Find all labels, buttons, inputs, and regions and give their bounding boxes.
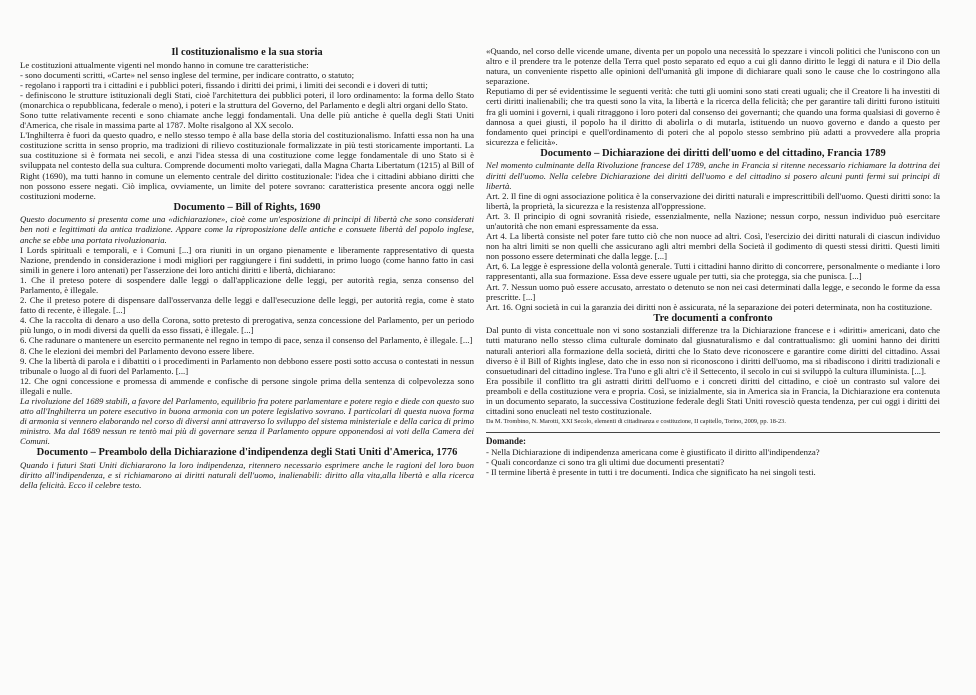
paragraph: - sono documenti scritti, «Carte» nel senso inglese del termine, per indicare contratto, o statuto;	[20, 69, 355, 80]
section-title-costituzionalismo: Il costituzionalismo e la sua storia	[171, 47, 323, 58]
list-item: 8. Che le elezioni dei membri del Parlamento devono essere libere.	[20, 345, 255, 356]
left-column	[20, 46, 474, 689]
intro-paragraph: Nel momento culminante della Rivoluzione francese del 1789, anche in Francia si ritenne necessario richiamare la dottrina dei diritti dell'uomo. Nella celebre Dichiarazione dei diritti dell'uomo e del cittadino si posero alcuni punti fermi sui principi di libertà.	[486, 160, 940, 191]
questions-title: Domande:	[486, 436, 526, 447]
article-item: Art, 6. La legge è espressione della volontà generale. Tutti i cittadini hanno diritto di concorrere, personalmente o mediante i loro rappresentanti, alla sua formazione. Essa deve essere uguale per tutti, sia che protegga, sia che punisca. [...]	[486, 261, 940, 282]
paragraph: I Lords spirituali e temporali, e i Comuni [...] ora riuniti in un organo pienamente e liberamente rappresentativo di questa Nazione, prendendo in considerazione i modi migliori per raggiungere i fini suddetti, in primo luogo (come hanno fatto in casi simili in genere i loro antenati) per l'asserzione dei loro antichi diritti e libertà, dichiarano:	[20, 244, 474, 275]
paragraph: Era possibile il conflitto tra gli astratti diritti dell'uomo e i concreti diritti del cittadino, e cioè un contrasto sul valore dei preamboli e della costituzione vera e propria. Così, se inizialmente, sia in America sia in Francia, la Dichiarazione era contenuta in un documento separato, la successiva Costituzione federale degli Stati Uniti rovesciò questa tendenza, per cui oggi i diritti dei cittadini sono enucleati nel testo costituzionale.	[486, 375, 940, 417]
list-item: 9. Che la libertà di parola e i dibattiti o i procedimenti in Parlamento non debbono essere posti sotto accusa o contestati in nessun tribunale o luogo al di fuori del Parlamento. [...]	[20, 355, 474, 376]
paragraph: Le costituzioni attualmente vigenti nel mondo hanno in comune tre caratteristiche:	[20, 59, 309, 70]
section-title-dichiarazione-indipendenza: Documento – Preambolo della Dichiarazione d'indipendenza degli Stati Uniti d'America, 1776	[36, 447, 458, 459]
paragraph: L'Inghilterra è fuori da questo quadro, e nello stesso tempo è alla base della storia del costituzionalismo. Infatti essa non ha una costituzione scritta in senso proprio, ma tradizioni di rilievo costituzionale formalizzate in più testi storicamente importanti. La sua costituzione si è formata nei secoli, e anzi l'idea stessa di una costituzione come legge fondamentale di uno Stato si è sviluppata nel contesto della sua cultura. Comprende documenti molto variegati, dalla Magna Charta Libertatum (1215) al Bill of Right (1690), ma tutti hanno in comune un elemento centrale del diritto costituzionale: l'idea che i cittadini abbiano diritti che non possono essere negati. Ciò implica, ovviamente, un limite del potere sovrano: caratteristica presente ancora oggi nelle costituzioni moderne.	[20, 130, 474, 201]
section-title-confronto: Tre documenti a confronto	[653, 312, 773, 324]
section-title-dichiarazione-diritti: Documento – Dichiarazione dei diritti dell'uomo e del cittadino, Francia 1789	[540, 147, 886, 159]
article-item: Art. 7. Nessun uomo può essere accusato, arrestato o detenuto se non nei casi determinati dalla legge, e secondo le forme da essa prescritte. [...]	[486, 281, 940, 302]
list-item: 2. Che il preteso potere di dispensare dall'osservanza delle leggi e dall'esecuzione delle leggi, per autorità regia, come è stato fatto di recente, è illegale. [...]	[20, 295, 474, 316]
article-item: Art. 2. Il fine di ogni associazione politica è la conservazione dei diritti naturali e imprescrittibili dell'uomo. Questi diritti sono: la libertà, la proprietà, la sicurezza e la resistenza all'oppressione.	[486, 190, 940, 211]
intro-paragraph: Quando i futuri Stati Uniti dichiararono la loro indipendenza, ritennero necessario esprimere anche le ragioni del loro buon diritto all'indipendenza, e si richiamarono ai diritti naturali dell'uomo, inalienabili: diritto alla vita,alla libertà e alla ricerca della felicità. Ecco il celebre testo.	[20, 459, 474, 491]
question-item: - Quali concordanze ci sono tra gli ultimi due documenti presentati?	[486, 456, 725, 467]
list-item: 6. Che radunare o mantenere un esercito permanente nel regno in tempo di pace, senza il consenso del Parlamento, è illegale. [...]	[20, 335, 473, 346]
question-item: - Nella Dichiarazione di indipendenza americana come è giustificato il diritto all'indipendenza?	[486, 446, 820, 457]
list-item: 4. Che la raccolta di denaro a uso della Corona, sotto pretesto di prerogativa, senza concessione del Parlamento, per un periodo più lungo, o in modi diversi da quelli da esso fissati, è illegale. [...]	[20, 315, 474, 336]
source-citation: Da M. Trombino, N. Marotti, XXI Secolo, elementi di cittadinanza e costituzione, II capitello, Torino, 2009, pp. 18-23.	[486, 418, 786, 426]
list-item: 12. Che ogni concessione e promessa di ammende e confische di persone singole prima della sentenza di colpevolezza sono illegali e nulle.	[20, 375, 474, 396]
paragraph: Dal punto di vista concettuale non vi sono sostanziali differenze tra la Dichiarazione francese e i «diritti» americani, dato che tutti maturano nello stesso clima culturale dominato dal giusnaturalismo e dal contrattualismo: gli uomini hanno dei diritti naturali anteriori alla formazione della società, diritti che lo Stato deve riconoscere e garantire come diritti del cittadino. Assai diverso è il Bill of Rights inglese, dato che in esso non si riconoscono i diritti dell'uomo, ma si ribadiscono i diritti tradizionali e consuetudinari del cittadino inglese. Tra l'uno e gli altri c'è il Settecento, il secolo in cui si sviluppò la cultura illuminista. [...].	[486, 325, 940, 376]
paragraph: - definiscono le strutture istituzionali degli Stati, cioè l'architettura dei pubblici poteri, il loro ordinamento: la forma dello Stato (monarchica o repubblicana, federale o meno), i poteri e la struttura del Governo, del Parlamento e degli altri organi dello Stato.	[20, 89, 474, 110]
article-item: Art 4. La libertà consiste nel poter fare tutto ciò che non nuoce ad altri. Così, l'esercizio dei diritti naturali di ciascun individuo non ha altri limiti se non quelli che assicurano agli altri membri della Società il godimento di questi stessi diritti. Questi limiti non possono essere determinati che dalla legge. [...]	[486, 231, 940, 262]
right-column	[486, 46, 940, 689]
list-item: 1. Che il preteso potere di sospendere dalle leggi o dall'applicazione delle leggi, per autorità regia, senza consenso del Parlamento, è illegale.	[20, 274, 474, 295]
commentary-paragraph: La rivoluzione del 1689 stabilì, a favore del Parlamento, equilibrio fra potere parlamentare e potere regio e diede con questo suo atto all'Inghilterra un potere esecutivo in buona armonia con un potere legislativo sovrano. I particolari di questa nuova forma di armonia si vennero elaborando nel corso di diversi anni attraverso lo sviluppo del sistema ministeriale e della carica di primo ministro. Ma dal 1689 nessun re tentò mai più di governare senza il Parlamento oppure opponendosi ai voti della Camera dei Comuni.	[20, 396, 474, 447]
section-title-bill-of-rights: Documento – Bill of Rights, 1690	[173, 201, 321, 213]
article-item: Art. 3. Il principio di ogni sovranità risiede, essenzialmente, nella Nazione; nessun corpo, nessun individuo può esercitare un'autorità che non emani espressamente da essa.	[486, 210, 940, 231]
paragraph: Sono tutte relativamente recenti e sono chiamate anche leggi fondamentali. Una delle più antiche è quella degli Stati Uniti d'America, che risale in massima parte al 1787. Molte risalgono al XX secolo.	[20, 109, 474, 131]
divider	[486, 432, 940, 433]
article-item: Art. 16. Ogni società in cui la garanzia dei diritti non è assicurata, né la separazione dei poteri determinata, non ha costituzione.	[486, 301, 933, 312]
question-item: - Il termine libertà è presente in tutti i tre documenti. Indica che significato ha nei singoli testi.	[486, 466, 816, 477]
paragraph: - regolano i rapporti tra i cittadini e i pubblici poteri, fissando i diritti dei primi, i limiti dei secondi e i doveri di tutti;	[20, 79, 428, 90]
quote-paragraph: «Quando, nel corso delle vicende umane, diventa per un popolo una necessità lo spezzare i vincoli politici che l'uniscono con un altro e il prendere tra le potenze della Terra quel posto separato ed equo a cui gli danno diritto le leggi di natura e il Dio della natura, un conveniente rispetto alle opinioni dell'umanità gli impone di dichiarare quali sono le cause che lo costringono alla separazione.	[486, 46, 940, 87]
quote-paragraph: Reputiamo di per sé evidentissime le seguenti verità: che tutti gli uomini sono stati creati uguali; che il Creatore li ha investiti di certi diritti inalienabili; che tra questi sono la vita, la libertà e la ricerca della felicità; che per garantire tali diritti furono istituiti fra gli uomini i governi, i quali ritraggono i loro poteri dal consenso dei governanti; che quando una forma qualsiasi di governo è dannosa a quei giusti, il popolo ha il diritto di abolirla o di mutarla, istituendo un nuovo governo e dando a questo per fondamento quei principi e quell'ordinamento di poteri che al popolo stesso sembrino più adatti a provvedere alla propria sicurezza e felicità».	[486, 86, 940, 147]
intro-paragraph: Questo documento si presenta come una «dichiarazione», cioè come un'esposizione di principi di libertà che sono considerati ben noti e legittimati da antica tradizione. Appare come la riproposizione delle antiche e consuete libertà del popolo inglese, anche se ebbe una portata rivoluzionaria.	[20, 214, 474, 245]
